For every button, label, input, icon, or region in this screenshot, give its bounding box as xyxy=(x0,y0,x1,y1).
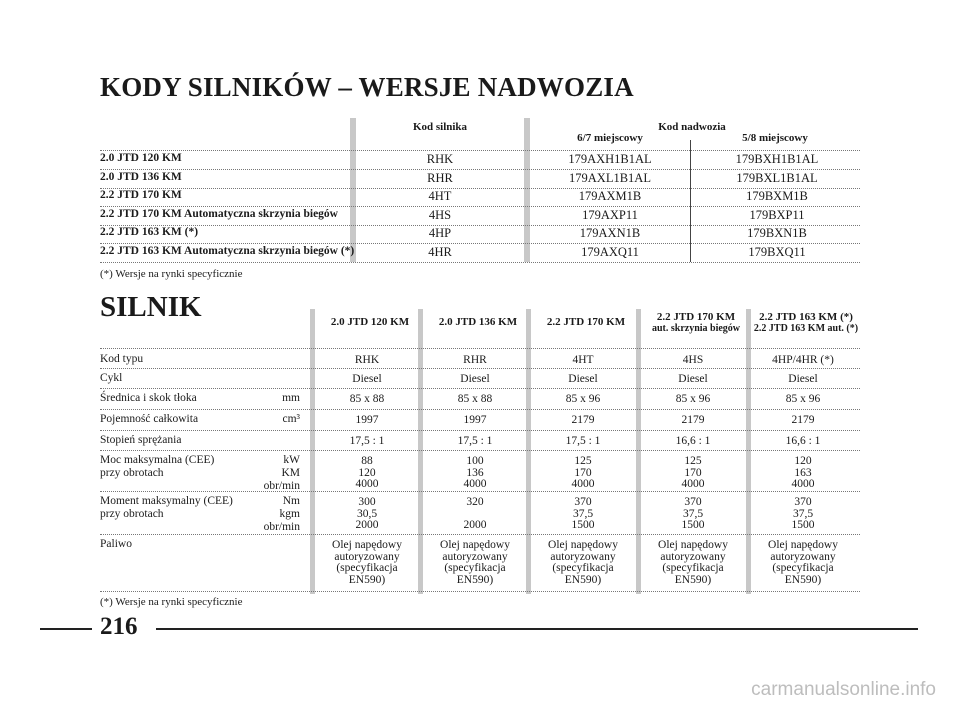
spec-value-line: 370 xyxy=(574,496,592,508)
spec-value-line: autoryzowany xyxy=(550,550,616,563)
spec-col-header-line: 2.2 JTD 170 KM xyxy=(656,311,736,323)
version-label: 2.2 JTD 170 KM xyxy=(100,189,182,201)
col-header-body-code: Kod nadwozia xyxy=(658,121,726,133)
spec-value-line: 1500 xyxy=(681,519,705,531)
spec-value xyxy=(424,374,526,386)
spec-unit: kgm xyxy=(279,508,300,520)
body-code-5-8: 179BXM1B xyxy=(746,189,808,203)
spec-param-label xyxy=(100,454,300,492)
footer-rule-left xyxy=(40,628,92,630)
spec-value-line: 370 xyxy=(684,496,702,508)
col-header-body-6-7: 6/7 miejscowy xyxy=(577,132,643,144)
spec-unit: Nm xyxy=(282,495,300,507)
engine-footnote: (*) Wersje na rynki specyficznie xyxy=(100,596,243,608)
spec-value-line: Diesel xyxy=(460,373,490,385)
spec-col-header-line: 2.0 JTD 120 KM xyxy=(330,316,410,328)
spec-value xyxy=(532,394,634,406)
spec-value xyxy=(532,497,634,532)
col-header-engine-code: Kod silnika xyxy=(412,121,468,133)
spec-value-line: 4HP/4HR (*) xyxy=(772,354,834,366)
spec-col-header-line: 2.2 JTD 163 KM aut. (*) xyxy=(753,323,859,334)
spec-value-line: 88 xyxy=(361,455,373,467)
spec-param-units xyxy=(283,413,301,426)
spec-param-line: Moc maksymalna (CEE) xyxy=(100,454,215,466)
spec-value-line: 125 xyxy=(574,455,592,467)
spec-value-line: autoryzowany xyxy=(442,550,508,563)
spec-unit: obr/min xyxy=(263,480,300,492)
spec-value xyxy=(316,540,418,586)
spec-value xyxy=(752,436,854,448)
spec-value-line: EN590) xyxy=(674,573,712,586)
spec-value xyxy=(424,540,526,586)
section-title-engine: SILNIK xyxy=(100,291,202,323)
spec-value-line: 320 xyxy=(466,496,484,508)
spec-value-line: 2179 xyxy=(791,414,815,426)
spec-param-line: Pojemność całkowita xyxy=(100,413,199,425)
spec-col-header xyxy=(532,316,640,328)
spec-value-line: 37,5 xyxy=(792,507,814,520)
spec-value-line: Olej napędowy xyxy=(440,539,510,551)
row-divider xyxy=(100,591,860,592)
spec-value xyxy=(316,497,418,532)
spec-value-line: 4HT xyxy=(572,354,594,366)
spec-value-line: 2000 xyxy=(463,519,487,531)
spec-param-label xyxy=(100,392,300,405)
body-code-5-8: 179BXH1B1AL xyxy=(735,152,819,166)
engine-code: 4HS xyxy=(428,207,452,222)
spec-value-line: 17,5 : 1 xyxy=(457,435,493,447)
spec-param-line: Średnica i skok tłoka xyxy=(100,392,197,404)
spec-param-label xyxy=(100,495,300,533)
spec-param-units xyxy=(264,454,300,493)
engine-code: 4HP xyxy=(428,226,452,240)
spec-col-header-line: 2.2 JTD 170 KM xyxy=(546,316,626,328)
spec-col-header xyxy=(424,316,532,328)
spec-value-line: Diesel xyxy=(568,373,598,385)
spec-value xyxy=(316,374,418,386)
spec-value-line: 300 xyxy=(358,496,376,508)
spec-unit: kW xyxy=(283,454,300,466)
spec-value-line: 85 x 96 xyxy=(785,393,821,405)
spec-param-line: Cykl xyxy=(100,372,123,384)
spec-value-line: Diesel xyxy=(352,373,382,385)
version-label: 2.2 JTD 170 KM Automatyczna skrzynia biegów xyxy=(100,207,338,220)
spec-column-divider xyxy=(746,309,751,594)
spec-value-line: 2000 xyxy=(355,519,379,531)
spec-value-line: 4HS xyxy=(682,354,704,366)
spec-value-line: 4000 xyxy=(791,478,815,490)
spec-col-header-line: aut. skrzynia biegów xyxy=(651,323,741,334)
codes-column-divider xyxy=(350,118,356,262)
spec-param-line: Stopień sprężania xyxy=(100,434,182,446)
spec-value-line: 170 xyxy=(574,466,592,479)
spec-value-line: 1997 xyxy=(355,414,379,426)
spec-value-line: RHK xyxy=(354,354,380,366)
codes-footnote: (*) Wersje na rynki specyficznie xyxy=(100,268,243,280)
spec-value-line: autoryzowany xyxy=(770,550,836,563)
spec-value xyxy=(532,415,634,427)
body-code-6-7: 179AXQ11 xyxy=(581,244,639,259)
body-code-6-7: 179AXN1B xyxy=(579,226,641,240)
version-label: 2.0 JTD 120 KM xyxy=(100,152,182,164)
spec-value-line: 163 xyxy=(794,466,812,479)
spec-value-line: Diesel xyxy=(678,373,708,385)
spec-value xyxy=(642,540,744,586)
footer-rule-right xyxy=(156,628,918,630)
spec-value xyxy=(316,456,418,491)
spec-value xyxy=(424,497,526,532)
page-number: 216 xyxy=(100,613,138,640)
spec-param-units xyxy=(282,392,300,405)
spec-col-header-line: 2.0 JTD 136 KM xyxy=(438,316,518,328)
spec-value xyxy=(532,456,634,491)
spec-param-label xyxy=(100,353,300,366)
row-divider xyxy=(100,430,860,431)
spec-param-line: Moment maksymalny (CEE) xyxy=(100,495,233,507)
spec-value xyxy=(642,355,744,367)
spec-value xyxy=(642,394,744,406)
spec-value-line: 85 x 88 xyxy=(457,393,493,405)
spec-unit: KM xyxy=(281,467,300,479)
spec-value-line: 4000 xyxy=(681,478,705,490)
spec-value-line: 85 x 96 xyxy=(675,393,711,405)
spec-value-line: 4000 xyxy=(571,478,595,490)
spec-value xyxy=(752,456,854,491)
spec-param-units xyxy=(264,495,300,534)
spec-value-line: Olej napędowy xyxy=(332,539,402,551)
spec-value xyxy=(316,436,418,448)
spec-column-divider xyxy=(526,309,531,594)
spec-value xyxy=(752,355,854,367)
spec-value-line: 4000 xyxy=(463,478,487,490)
row-divider xyxy=(100,262,860,263)
version-label: 2.2 JTD 163 KM Automatyczna skrzynia biegów (*) xyxy=(100,244,355,257)
spec-value-line: 1500 xyxy=(571,519,595,531)
row-divider xyxy=(100,388,860,389)
spec-value xyxy=(316,415,418,427)
spec-value-line: (specyfikacja xyxy=(552,562,614,574)
spec-value-line: 17,5 : 1 xyxy=(349,435,385,447)
spec-col-header xyxy=(316,316,424,328)
spec-value-line: 120 xyxy=(794,455,812,467)
spec-value-line: 100 xyxy=(466,455,484,467)
row-divider xyxy=(100,368,860,369)
spec-value-line: Olej napędowy xyxy=(658,539,728,551)
spec-value-line: EN590) xyxy=(784,573,822,586)
spec-value-line: Olej napędowy xyxy=(768,539,838,551)
spec-value xyxy=(752,415,854,427)
spec-value-line: 16,6 : 1 xyxy=(675,435,711,447)
spec-value-line: Diesel xyxy=(788,373,818,385)
spec-value-line: (specyfikacja xyxy=(336,562,398,574)
codes-column-divider xyxy=(524,118,530,262)
spec-value xyxy=(642,456,744,491)
spec-value-line: 1500 xyxy=(791,519,815,531)
spec-param-line: Kod typu xyxy=(100,353,144,365)
spec-value xyxy=(752,497,854,532)
spec-unit: obr/min xyxy=(263,521,300,533)
spec-value-line: EN590) xyxy=(564,573,602,586)
spec-value-line: 4000 xyxy=(355,478,379,490)
spec-value-line: 170 xyxy=(684,466,702,479)
spec-value xyxy=(642,374,744,386)
spec-param-label xyxy=(100,372,300,385)
body-code-6-7: 179AXP11 xyxy=(582,207,638,222)
spec-col-header-line: 2.2 JTD 163 KM (*) xyxy=(759,311,853,323)
spec-value-line: RHR xyxy=(463,354,487,366)
col-header-body-5-8: 5/8 miejscowy xyxy=(742,132,808,144)
body-code-5-8: 179BXQ11 xyxy=(748,244,806,259)
spec-value xyxy=(642,497,744,532)
row-divider xyxy=(100,491,860,492)
spec-value xyxy=(424,394,526,406)
spec-value-line: 2179 xyxy=(571,414,595,426)
spec-value-line: 85 x 88 xyxy=(349,393,385,405)
row-divider xyxy=(100,409,860,410)
spec-unit: cm³ xyxy=(282,413,300,425)
spec-value-line: 37,5 xyxy=(682,507,704,520)
spec-value-line: 30,5 xyxy=(356,507,378,520)
spec-param-line: przy obrotach xyxy=(100,467,164,479)
spec-value-line: EN590) xyxy=(456,573,494,586)
version-label: 2.2 JTD 163 KM (*) xyxy=(100,226,199,238)
spec-value-line: Olej napędowy xyxy=(548,539,618,551)
spec-value-line: 125 xyxy=(684,455,702,467)
spec-value xyxy=(532,436,634,448)
spec-value-line: 17,5 : 1 xyxy=(565,435,601,447)
engine-code: RHR xyxy=(427,170,453,185)
spec-param-label xyxy=(100,413,300,426)
spec-value xyxy=(532,374,634,386)
spec-value-line: 136 xyxy=(466,466,484,479)
engine-code: RHK xyxy=(426,152,454,166)
spec-value xyxy=(752,540,854,586)
spec-value-line: 370 xyxy=(794,496,812,508)
spec-value xyxy=(752,394,854,406)
body-code-5-8: 179BXL1B1AL xyxy=(736,170,818,185)
row-divider xyxy=(100,150,860,151)
spec-value xyxy=(642,436,744,448)
spec-value xyxy=(642,415,744,427)
spec-param-line: Paliwo xyxy=(100,538,132,550)
spec-value-line: 2179 xyxy=(681,414,705,426)
row-divider xyxy=(100,348,860,349)
engine-code: 4HR xyxy=(428,244,452,259)
spec-value-line: 85 x 96 xyxy=(565,393,601,405)
spec-value-line: 1997 xyxy=(463,414,487,426)
spec-col-header xyxy=(752,311,860,335)
spec-param-label xyxy=(100,538,300,551)
page-title: KODY SILNIKÓW – WERSJE NADWOZIA xyxy=(100,72,634,102)
engine-code: 4HT xyxy=(428,189,452,203)
spec-value-line: 37,5 xyxy=(572,507,594,520)
spec-unit: mm xyxy=(282,392,300,404)
spec-value-line: 120 xyxy=(358,466,376,479)
spec-column-divider xyxy=(418,309,423,594)
spec-value-line: autoryzowany xyxy=(334,550,400,563)
spec-value-line: 16,6 : 1 xyxy=(785,435,821,447)
spec-value-line: autoryzowany xyxy=(660,550,726,563)
spec-value xyxy=(424,355,526,367)
spec-param-label xyxy=(100,434,300,447)
spec-value xyxy=(424,456,526,491)
spec-value xyxy=(316,355,418,367)
spec-column-divider xyxy=(310,309,315,594)
spec-col-header xyxy=(642,311,750,335)
spec-value xyxy=(752,374,854,386)
spec-value-line: (specyfikacja xyxy=(772,562,834,574)
spec-param-line: przy obrotach xyxy=(100,508,164,520)
body-code-6-7: 179AXM1B xyxy=(578,189,642,203)
spec-value xyxy=(532,355,634,367)
spec-value xyxy=(424,436,526,448)
body-code-6-7: 179AXH1B1AL xyxy=(568,152,652,166)
spec-value xyxy=(316,394,418,406)
row-divider xyxy=(100,450,860,451)
spec-value-line: EN590) xyxy=(348,573,386,586)
body-code-5-8: 179BXP11 xyxy=(749,207,805,222)
spec-column-divider xyxy=(636,309,641,594)
spec-value-line: (specyfikacja xyxy=(444,562,506,574)
row-divider xyxy=(100,534,860,535)
watermark: carmanualsonline.info xyxy=(751,679,936,700)
spec-value xyxy=(532,540,634,586)
body-code-5-8: 179BXN1B xyxy=(747,226,807,240)
spec-value xyxy=(424,415,526,427)
version-label: 2.0 JTD 136 KM xyxy=(100,170,182,183)
body-code-6-7: 179AXL1B1AL xyxy=(569,170,651,185)
spec-value-line: (specyfikacja xyxy=(662,562,724,574)
